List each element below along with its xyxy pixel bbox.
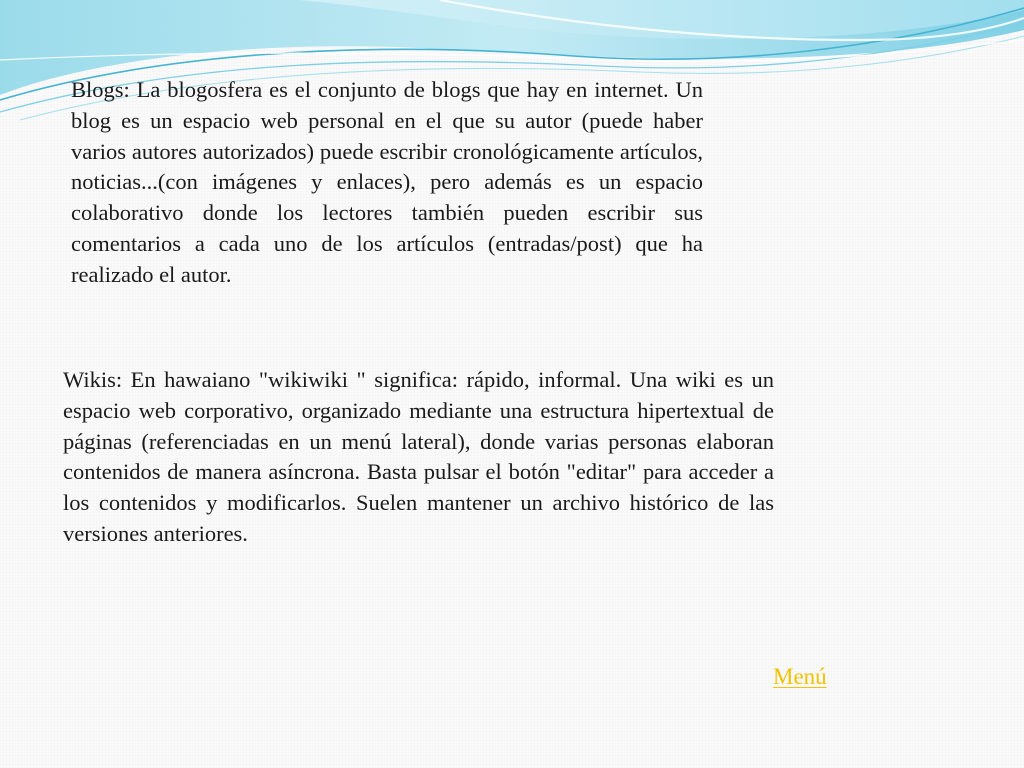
wikis-paragraph: Wikis: En hawaiano "wikiwiki " significa: rápido, informal. Una wiki es un espacio web corporativo, organizado mediante una estructura hipertextual de páginas (referenciadas en un menú lateral), donde varias personas elaboran contenidos de manera asíncrona. Basta pulsar el botón "editar" para acceder a los contenidos y modificarlos. Suelen mantener un archivo histórico de las versiones anteriores. — [63, 367, 774, 546]
menu-link[interactable]: Menú — [773, 664, 827, 689]
blogs-paragraph: Blogs: La blogosfera es el conjunto de blogs que hay en internet. Un blog es un espacio web personal en el que su autor (puede haber varios autores autorizados) puede escribir cronológicamente artículos, noticias...(con imágenes y enlaces), pero además es un espacio colaborativo donde los lectores también pueden escribir sus comentarios a cada uno de los artículos (entradas/post) que ha realizado el autor. — [71, 77, 703, 287]
